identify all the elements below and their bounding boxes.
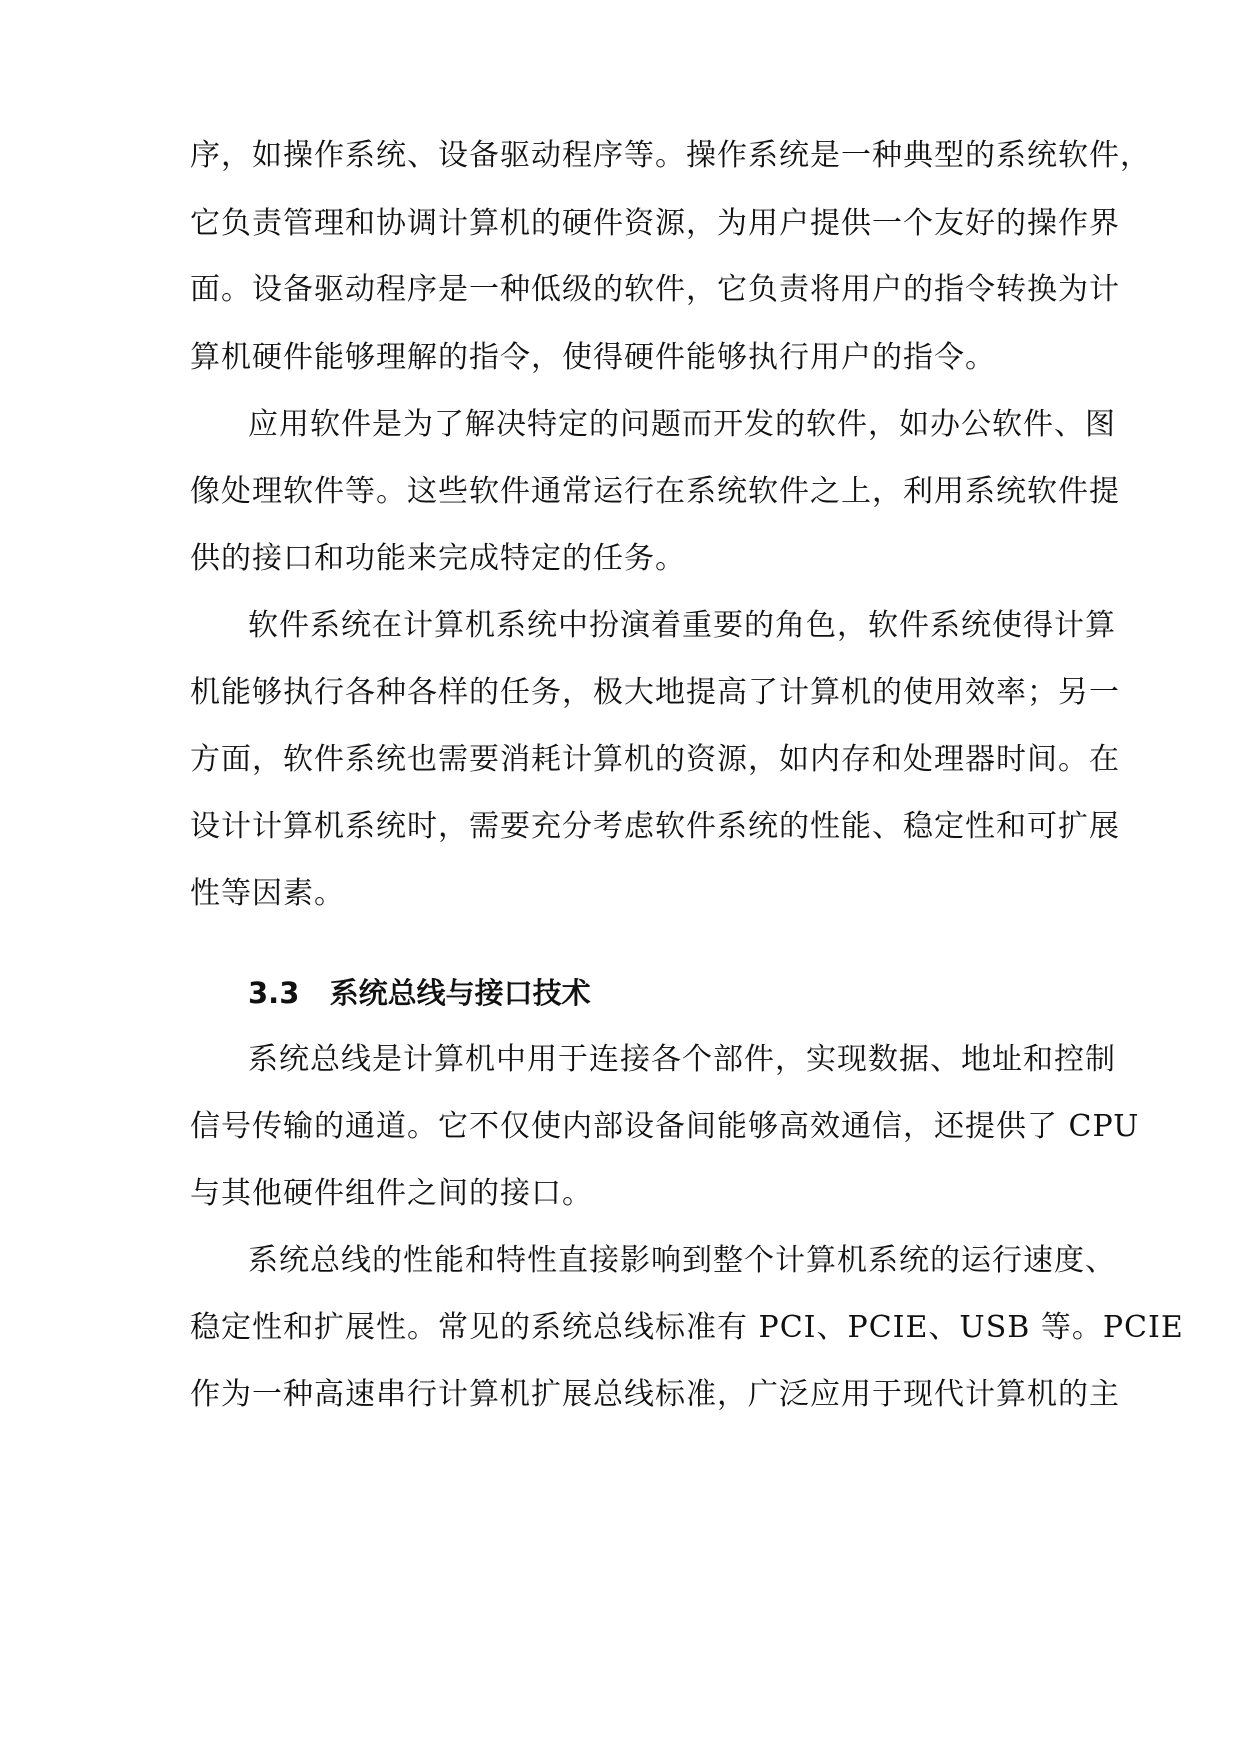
paragraph-line: 像处理软件等。这些软件通常运行在系统软件之上，利用系统软件提 — [190, 474, 1120, 509]
paragraph-line: 稳定性和扩展性。常见的系统总线标准有 PCI、PCIE、USB 等。PCIE — [190, 1310, 1184, 1345]
paragraph-line: 信号传输的通道。它不仅使内部设备间能够高效通信，还提供了 CPU — [190, 1109, 1140, 1144]
paragraph-line: 应用软件是为了解决特定的问题而开发的软件，如办公软件、图 — [248, 407, 1116, 442]
paragraph-line: 软件系统在计算机系统中扮演着重要的角色，软件系统使得计算 — [248, 608, 1116, 643]
section-heading — [248, 973, 591, 1013]
paragraph-line: 机能够执行各种各样的任务，极大地提高了计算机的使用效率；另一 — [190, 675, 1120, 710]
paragraph-line: 面。设备驱动程序是一种低级的软件，它负责将用户的指令转换为计 — [190, 272, 1120, 307]
paragraph-line: 供的接口和功能来完成特定的任务。 — [190, 541, 686, 576]
paragraph-line: 系统总线是计算机中用于连接各个部件，实现数据、地址和控制 — [248, 1042, 1116, 1077]
paragraph-line: 方面，软件系统也需要消耗计算机的资源，如内存和处理器时间。在 — [190, 742, 1120, 777]
paragraph-line: 系统总线的性能和特性直接影响到整个计算机系统的运行速度、 — [248, 1243, 1116, 1278]
paragraph-line: 序，如操作系统、设备驱动程序等。操作系统是一种典型的系统软件， — [190, 138, 1151, 173]
paragraph-line: 算机硬件能够理解的指令，使得硬件能够执行用户的指令。 — [190, 340, 996, 375]
paragraph-line: 与其他硬件组件之间的接口。 — [190, 1176, 593, 1211]
paragraph-line: 设计计算机系统时，需要充分考虑软件系统的性能、稳定性和可扩展 — [190, 809, 1120, 844]
paragraph-line: 性等因素。 — [190, 876, 345, 911]
paragraph-line: 作为一种高速串行计算机扩展总线标准，广泛应用于现代计算机的主 — [190, 1377, 1120, 1412]
section-title: 系统总线与接口技术 — [329, 976, 591, 1010]
section-number: 3.3 — [248, 976, 300, 1010]
paragraph-line: 它负责管理和协调计算机的硬件资源，为用户提供一个友好的操作界 — [190, 206, 1120, 241]
